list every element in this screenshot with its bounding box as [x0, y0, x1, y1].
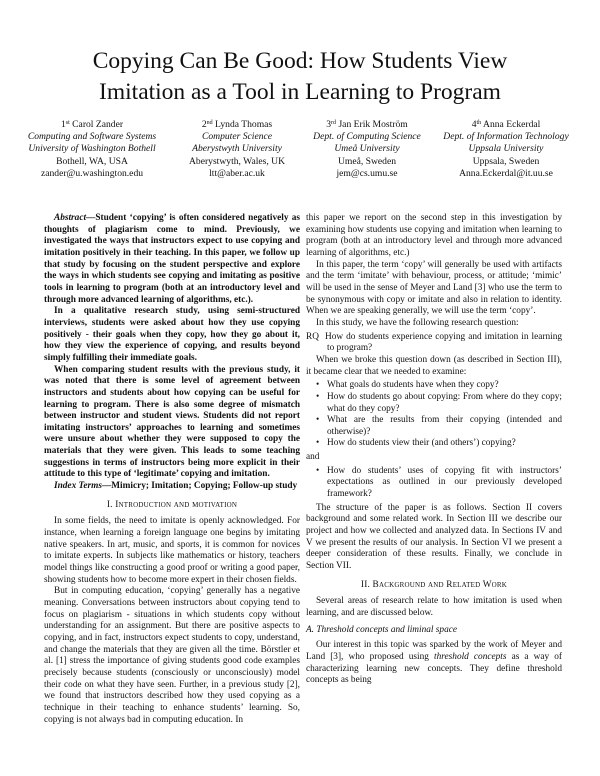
section-2-heading: II. Background and Related Work — [360, 579, 508, 590]
author-name: 4th Anna Eckerdal — [471, 119, 541, 130]
and-text: and — [306, 452, 320, 463]
author-3 — [302, 117, 432, 180]
intro-paragraph-7: The structure of the paper is as follows. Section II covers background and some related work. In Section III we describe our project and how we collected and analyzed data. In Sections IV and V we present the results of our analysis. In Section VI we present a deeper consideration of these results. Finally, we conclude in Section VII. — [306, 502, 562, 572]
bullet-icon: • — [316, 415, 320, 426]
abstract-paragraph-1: Abstract—Student ‘copying’ is often considered negatively as thoughts of plagiarism come to mind. Previously, we investigated the ways that instructors expect to use copying and imitation positively in their teaching. In this paper, we follow up that study by focusing on the student perspective and explore the ways in which students see copying and imitating as positive tools in learning to program (both at an introductory level and through more advanced learning of algorithms, etc.). — [44, 213, 300, 305]
author-department: Dept. of Computing Science — [313, 131, 421, 143]
index-terms: Index Terms—Mimicry; Imitation; Copying; Follow-up study — [54, 481, 298, 492]
paper-title — [40, 46, 560, 108]
bullet-icon: • — [316, 465, 320, 476]
author-location: Uppsala, Sweden — [472, 155, 540, 167]
background-paragraph-1: Several areas of research relate to how imitation is used when learning, and are discussed below. — [306, 596, 562, 618]
author-department: Dept. of Information Technology — [443, 131, 569, 143]
author-institution: Umeå University — [334, 143, 400, 155]
author-institution: University of Washington Bothell — [28, 143, 156, 155]
section-1-heading: I. Introduction and motivation — [106, 499, 238, 510]
left-column — [44, 213, 300, 726]
author-institution: Aberystwyth University — [192, 143, 282, 155]
intro-paragraph-5: In this study, we have the following research question: — [316, 317, 519, 328]
author-name: 3rd Jan Erik Moström — [326, 119, 408, 130]
author-email: ltt@aber.ac.uk — [209, 167, 265, 179]
bullet-icon: • — [316, 438, 320, 449]
question-list — [306, 380, 562, 450]
intro-paragraph-1: In some fields, the need to imitate is openly acknowledged. For instance, when learning a foreign language one begins by imitating native speakers. In art, music, and sports, it is common for novices to imitate experts. In subjects like mathematics or history, teachers model things like constructing a good proof or writing a good paper, showing students how to become more expert in their chosen fields. — [44, 516, 300, 585]
list-item: • What goals do students have when they copy? — [316, 380, 499, 391]
subsection-heading: A. Threshold concepts and liminal space — [306, 624, 457, 635]
list-item: • What are the results from their copying (intended and otherwise)? — [316, 415, 562, 437]
title-line-2: Imitation as a Tool in Learning to Program — [99, 79, 501, 105]
author-institution: Uppsala University — [468, 143, 544, 155]
author-name: 2nd Lynda Thomas — [201, 119, 273, 130]
intro-paragraph-4: In this paper, the term ‘copy’ will generally be used with artifacts and the term ‘imitate’ with behaviour, process, or attitude; ‘mimic’ will be used in the sense of Meyer and Land [3] who use the term to be synonymous with copy or imitate and also in relation to identity. When we are speaking generally, we will use the term ‘copy’. — [306, 259, 562, 317]
abstract-paragraph-2: In a qualitative research study, using semi-structured interviews, students were asked about how they use copying positively - their goals when they copy, how they go about it, how they view the experience of copying, and results beyond simply fulfilling their immediate goals. — [44, 306, 300, 363]
author-location: Aberystwyth, Wales, UK — [188, 155, 286, 167]
question-list-2 — [306, 466, 562, 501]
list-item: • How do students go about copying: From where do they copy; what do they copy? — [316, 391, 562, 414]
author-email: Anna.Eckerdal@it.uu.se — [459, 167, 553, 179]
author-1 — [22, 117, 162, 180]
bullet-icon: • — [316, 391, 320, 402]
author-email: zander@u.washington.edu — [40, 167, 144, 179]
author-2 — [172, 117, 302, 180]
author-department: Computing and Software Systems — [27, 131, 157, 143]
intro-paragraph-3: this paper we report on the second step in this investigation by examining how students use copying and imitation when learning to program (both at an introductory level and through more advanced learning of algorithms, etc.) — [306, 213, 562, 258]
author-location: Bothell, WA, USA — [56, 155, 128, 167]
abstract — [44, 213, 300, 493]
research-question: RQ How do students experience copying and imitation in learning to program? — [306, 331, 562, 354]
abstract-paragraph-3: When comparing student results with the previous study, it was noted that there is some level of agreement between instructors and students about how copying can be useful for learning to program. There is also some degree of mismatch between instructor and student views. Students did not report imitating instructors’ approaches to learning and sometimes were unsure about whether they were supposed to copy the materials that they were given. This leads to some teaching suggestions in terms of instructors being more explicit in their attitude to this type of ‘legitimate’ copying and imitation. — [44, 364, 300, 480]
list-item: • How do students view their (and others’) copying? — [316, 438, 516, 449]
author-location: Umeå, Sweden — [337, 155, 397, 167]
intro-paragraph-2: But in computing education, ‘copying’ generally has a negative meaning. Conversations between instructors about copying tend to focus on plagiarism - situations in which students copy without understanding for an assignment. But there are positive aspects to copying, and in fact, instructors expect students to copy, understand, and change the materials that they are given all the time. Börstler et al. [1] stress the importance of giving students good code examples precisely because students (consciously or unconsciously) model their code on what they have seen. Further, in a previous study [2], we found that instructors described how they used copying as a technique in their teaching to enhance students’ learning. So, copying is not always bad in computing education. In — [44, 586, 300, 725]
intro-paragraph-6: When we broke this question down (as described in Section III), it became clear that we needed to examine: — [306, 354, 562, 377]
author-4 — [434, 117, 578, 180]
author-email: jem@cs.umu.se — [336, 167, 398, 179]
title-line-1: Copying Can Be Good: How Students View — [92, 48, 508, 74]
list-item: • How do students’ uses of copying fit with instructors’ expectations as outlined in our previously developed framework? — [316, 465, 562, 500]
author-name: 1st Carol Zander — [60, 119, 124, 130]
author-department: Computer Science — [201, 131, 273, 143]
background-paragraph-2: Our interest in this topic was sparked by the work of Meyer and Land [3], who proposed using threshold concepts as a way of characterizing learning new concepts. They define threshold concepts as being — [306, 640, 562, 686]
right-column — [306, 213, 562, 687]
bullet-icon: • — [316, 380, 320, 391]
